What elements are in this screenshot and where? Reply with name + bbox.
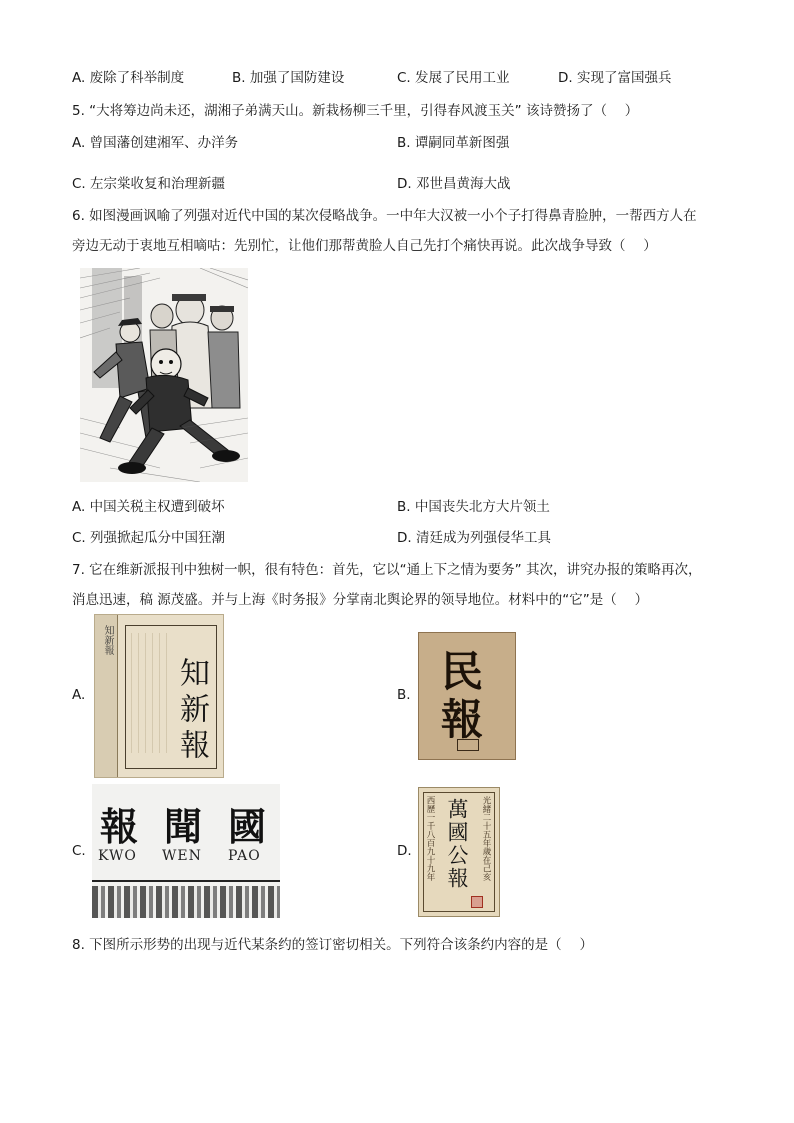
q5-option-a: A. 曾国藩创建湘军、办洋务: [72, 135, 239, 151]
title-char-1: 民: [441, 647, 484, 696]
wanguogongbao-cover-image: [418, 787, 500, 917]
masthead-roman-1: KWO: [98, 848, 137, 864]
masthead-roman-3: PAO: [228, 848, 261, 864]
cover-right-text: 光緒二十五年歲在己亥: [481, 796, 491, 881]
q7-option-d-label: D.: [397, 843, 412, 859]
title-char-2: 報: [441, 695, 484, 744]
q6-stem-line1: 6. 如图漫画讽喻了列强对近代中国的某次侵略战争。一中年大汉被一小个子打得鼻青脸肿，一帮西方人在: [72, 208, 697, 224]
q5-option-d: D. 邓世昌黄海大战: [397, 176, 511, 192]
q6-option-b: B. 中国丧失北方大片领土: [397, 499, 550, 515]
guowenbao-masthead-image: [92, 784, 280, 918]
q7-option-a-label: A.: [72, 687, 86, 703]
q6-option-c: C. 列强掀起瓜分中国狂潮: [72, 530, 226, 546]
q6-option-a: A. 中国关税主权遭到破坏: [72, 499, 225, 515]
masthead-char-1: 報: [100, 804, 139, 849]
q7-option-b-label: B.: [397, 687, 411, 703]
q5-stem: 5. “大将筹边尚未还，湖湘子弟满天山。新栽杨柳三千里，引得春风渡玉关” 该诗赞扬了（ ）: [72, 103, 639, 119]
q7-stem-line2: 消息迅速，稿 源茂盛。并与上海《时务报》分掌南北舆论界的领导地位。材料中的“它”是（ ）: [72, 592, 649, 608]
war-cartoon-image: [80, 268, 248, 482]
q7-option-c-label: C.: [72, 843, 86, 859]
masthead-char-2: 聞: [164, 804, 203, 849]
q5-option-c: C. 左宗棠收复和治理新疆: [72, 176, 226, 192]
zhixinbao-cover-image: [94, 614, 224, 778]
main-title: 知新報: [174, 657, 209, 765]
q4-option-d: D. 实现了富国强兵: [558, 70, 672, 86]
cover-left-text: 西歷一千八百九十九年: [425, 796, 435, 881]
masthead-char-3: 國: [228, 804, 267, 849]
q6-stem-line2: 旁边无动于衷地互相嘀咕：先别忙，让他们那帮黄脸人自己先打个痛快再说。此次战争导致（ ）: [72, 238, 657, 254]
q7-stem-line1: 7. 它在维新派报刊中独树一帜，很有特色：首先，它以“通上下之情为要务” 其次，讲究办报的策略再次，: [72, 562, 702, 578]
minbao-cover-image: [418, 632, 516, 760]
cover-title: 萬國公報: [445, 798, 469, 890]
masthead-roman-2: WEN: [162, 848, 202, 864]
q4-option-c: C. 发展了民用工业: [397, 70, 510, 86]
q6-option-d: D. 清廷成为列强侵华工具: [397, 530, 551, 546]
q5-option-b: B. 谭嗣同革新图强: [397, 135, 510, 151]
side-title: 知新報: [102, 625, 113, 655]
q8-stem: 8. 下图所示形势的出现与近代某条约的签订密切相关。下列符合该条约内容的是（ ）: [72, 937, 593, 953]
q4-option-a: A. 废除了科举制度: [72, 70, 185, 86]
q4-option-b: B. 加强了国防建设: [232, 70, 345, 86]
